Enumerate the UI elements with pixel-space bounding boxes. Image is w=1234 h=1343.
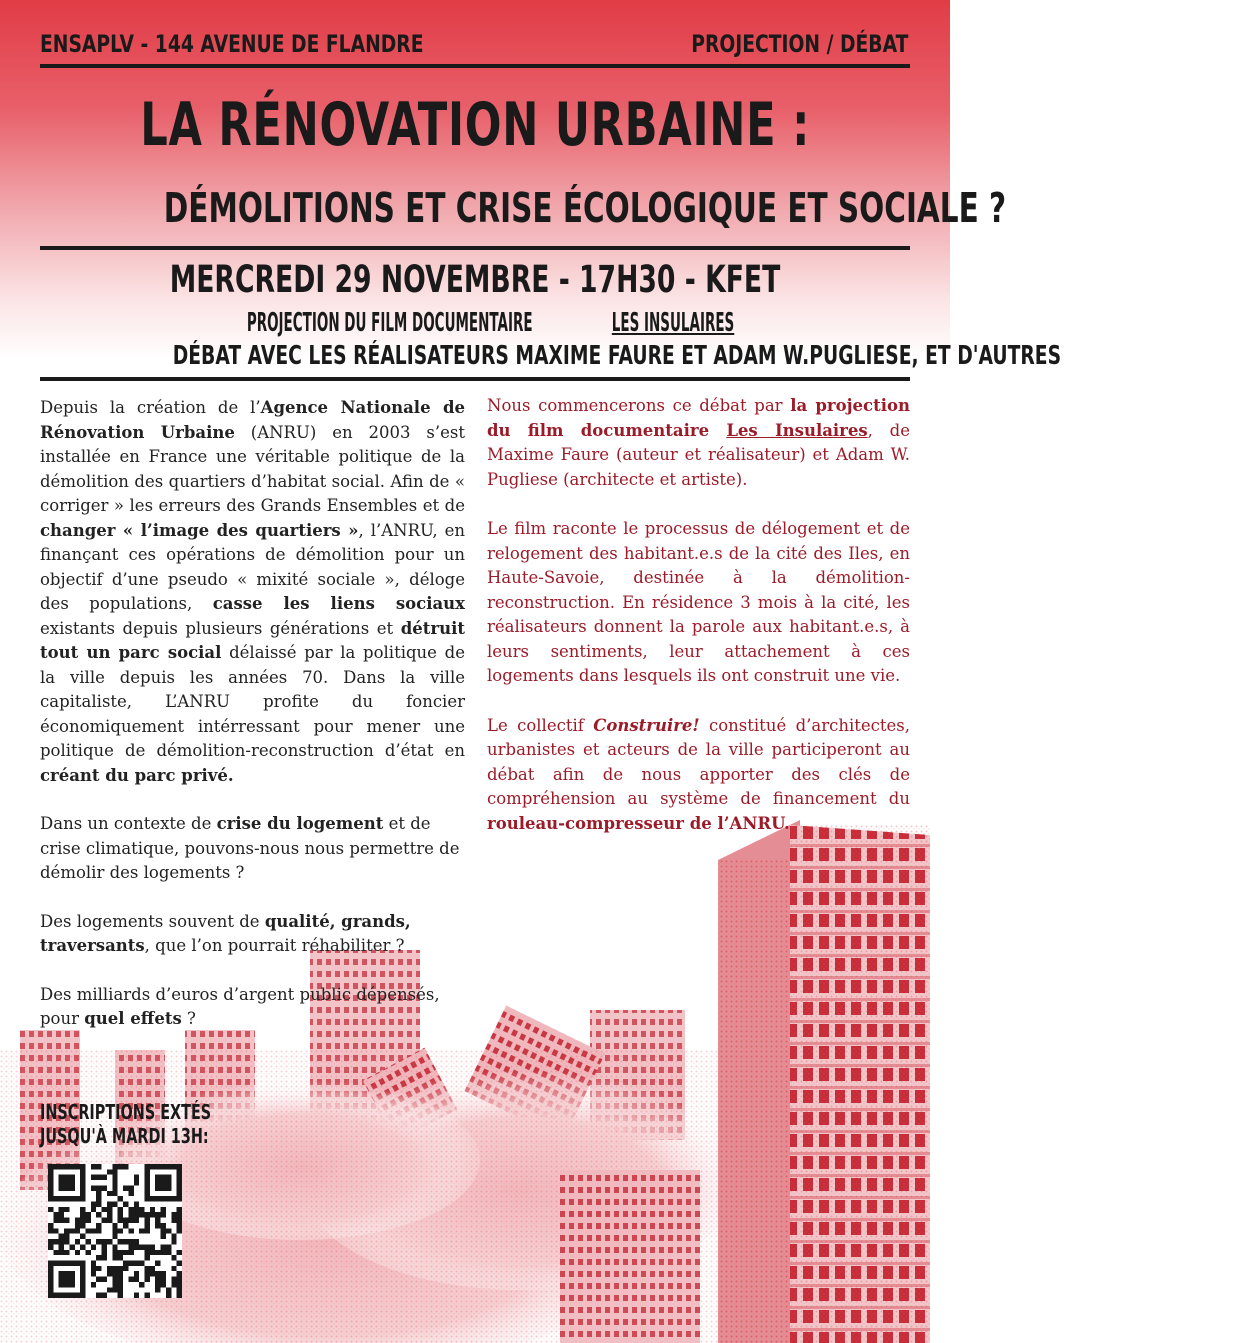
- title-rule: [40, 246, 910, 250]
- debate-line: DÉBAT AVEC LES RÉALISATEURS MAXIME FAURE ET ADAM W.PUGLIESE, ET D'AUTRES: [172, 341, 1062, 371]
- film-title: LES INSULAIRES: [612, 308, 735, 338]
- intro-paragraph: Depuis la création de l’Agence Nationale de Rénovation Urbaine (ANRU) en 2003 s’est installée en France une véritable politique de la démolition des quartiers d’habitat social. Afin de « corriger » les erreurs des Grands Ensembles et de changer « l’image des quartiers », l’ANRU, en finançant ces opérations de démolition pour un objectif d’une pseudo « mixité sociale », déloge des populations, casse les liens sociaux existants depuis plusieurs générations et détruit tout un parc social délaissé par la politique de la ville depuis les années 70. Dans la ville capitaliste, L’ANRU profite du foncier économiquement intérressant pour mener une politique de démolition-reconstruction d’état en créant du parc privé.: [40, 398, 466, 785]
- main-subtitle: DÉMOLITIONS ET CRISE ÉCOLOGIQUE ET SOCIALE ?: [163, 184, 1007, 232]
- subtitle-rule: [40, 377, 910, 381]
- projection-paragraph: Nous commencerons ce débat par la projection du film documentaire Les Insulaires, de Maxime Faure (auteur et réalisateur) et Adam W. Pugliese (architecte et artiste).: [487, 396, 910, 489]
- event-type-label: PROJECTION / DÉBAT: [690, 30, 908, 58]
- quality-housing-paragraph: Des logements souvent de qualité, grands, traversants, que l’on pourrait réhabiliter ?: [40, 911, 411, 955]
- venue-label: ENSAPLV - 144 AVENUE DE FLANDRE: [40, 30, 424, 58]
- event-date: MERCREDI 29 NOVEMBRE - 17H30 - KFET: [169, 258, 781, 301]
- program-column: [487, 394, 910, 861]
- main-title: LA RÉNOVATION URBAINE :: [140, 90, 810, 160]
- collective-paragraph: Le collectif Construire! constitué d’architectes, urbanistes et acteurs de la ville participeront au débat afin de nous apporter des clés de compréhension au système de financement du rouleau-compresseur de l’ANRU.: [487, 715, 910, 833]
- header-rule: [40, 64, 910, 68]
- registration-qr-code[interactable]: [48, 1164, 182, 1298]
- public-money-paragraph: Des milliards d’euros d’argent public dépensés, pour quel effets ?: [40, 984, 440, 1028]
- housing-crisis-paragraph: Dans un contexte de crise du logement et de crise climatique, pouvons-nous nous permettre de démolir des logements ?: [40, 814, 460, 882]
- film-line: PROJECTION DU FILM DOCUMENTAIRE LES INSULAIRES: [247, 308, 735, 338]
- registration-label: INSCRIPTIONS EXTÉS JUSQU'À MARDI 13H:: [40, 1100, 212, 1148]
- film-summary-paragraph: Le film raconte le processus de délogement et de relogement des habitant.e.s de la cité des Iles, en Haute-Savoie, destinée à la démolition-reconstruction. En résidence 3 mois à la cité, les réalisateurs donnent la parole aux habitant.e.s, à leurs sentiments, leur attachement à ces logements dans lesquels ils ont construit une vie.: [487, 519, 910, 685]
- intro-column: [40, 396, 465, 1056]
